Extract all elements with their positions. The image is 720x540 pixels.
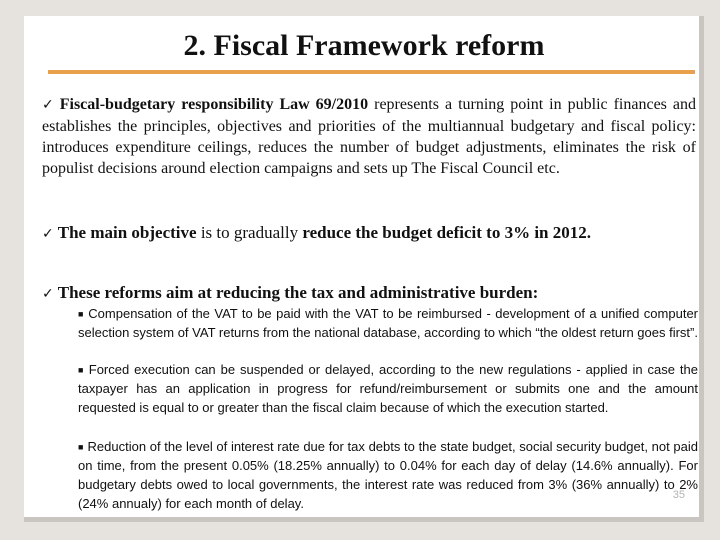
sub-bullet-forced-execution [78,361,698,418]
square-bullet-icon: ■ [78,309,85,319]
square-bullet-icon: ■ [78,365,85,375]
checkmark-icon: ✓ [42,226,54,242]
fiscal-law-title: Fiscal-budgetary responsibility Law 69/2010 [59,96,369,113]
title-underline [48,70,695,74]
square-bullet-icon: ■ [78,442,84,452]
sub-bullet-interest-rate-text: Reduction of the level of interest rate due for tax debts to the state budget, social security budget, not paid on time, from the present 0.05% (18.25% annually) to 0.04% for each day of delay (14.6% annually). For budgetary debts owed to local governments, the interest rate was reduced from 3% (36% annually) to 2% (24% annualy) for each month of delay. [78,439,699,511]
paragraph-reforms [42,282,696,305]
paragraph-fiscal-law [42,94,696,179]
sub-bullet-vat [78,305,698,343]
sub-bullet-interest-rate [78,438,698,514]
sub-bullet-forced-execution-text: Forced execution can be suspended or delayed, according to the new regulations - applied in case the taxpayer has an application in progress for refund/reimbursement or submits one and the amount requested is equal to or greater than the fiscal claim because of which the execution started. [78,362,698,415]
checkmark-icon: ✓ [42,97,56,113]
main-objective-target: reduce the budget deficit to 3% in 2012. [302,223,591,242]
fiscal-law-text: represents a turning point in public finances and establishes the principles, objectives and priorities of the multiannual budgetary and fiscal policy: introduces expenditure ceilings, reduces the number of budget adjustments, eliminates the risk of populist decisions around election campaigns and sets up The Fiscal Council etc. [42,96,697,177]
reforms-heading: These reforms aim at reducing the tax and administrative burden: [57,283,539,302]
paragraph-main-objective [42,222,696,245]
checkmark-icon: ✓ [42,286,54,302]
main-objective-label: The main objective [57,223,197,242]
page-number: 35 [672,489,685,501]
slide-title: 2. Fiscal Framework reform [183,29,545,62]
main-objective-mid: is to gradually [196,223,303,242]
sub-bullet-vat-text: Compensation of the VAT to be paid with the VAT to be reimbursed - development of a unified computer selection system of VAT returns from the national database, according to which “the oldest return goes first”. [78,306,699,340]
slide [24,16,704,522]
